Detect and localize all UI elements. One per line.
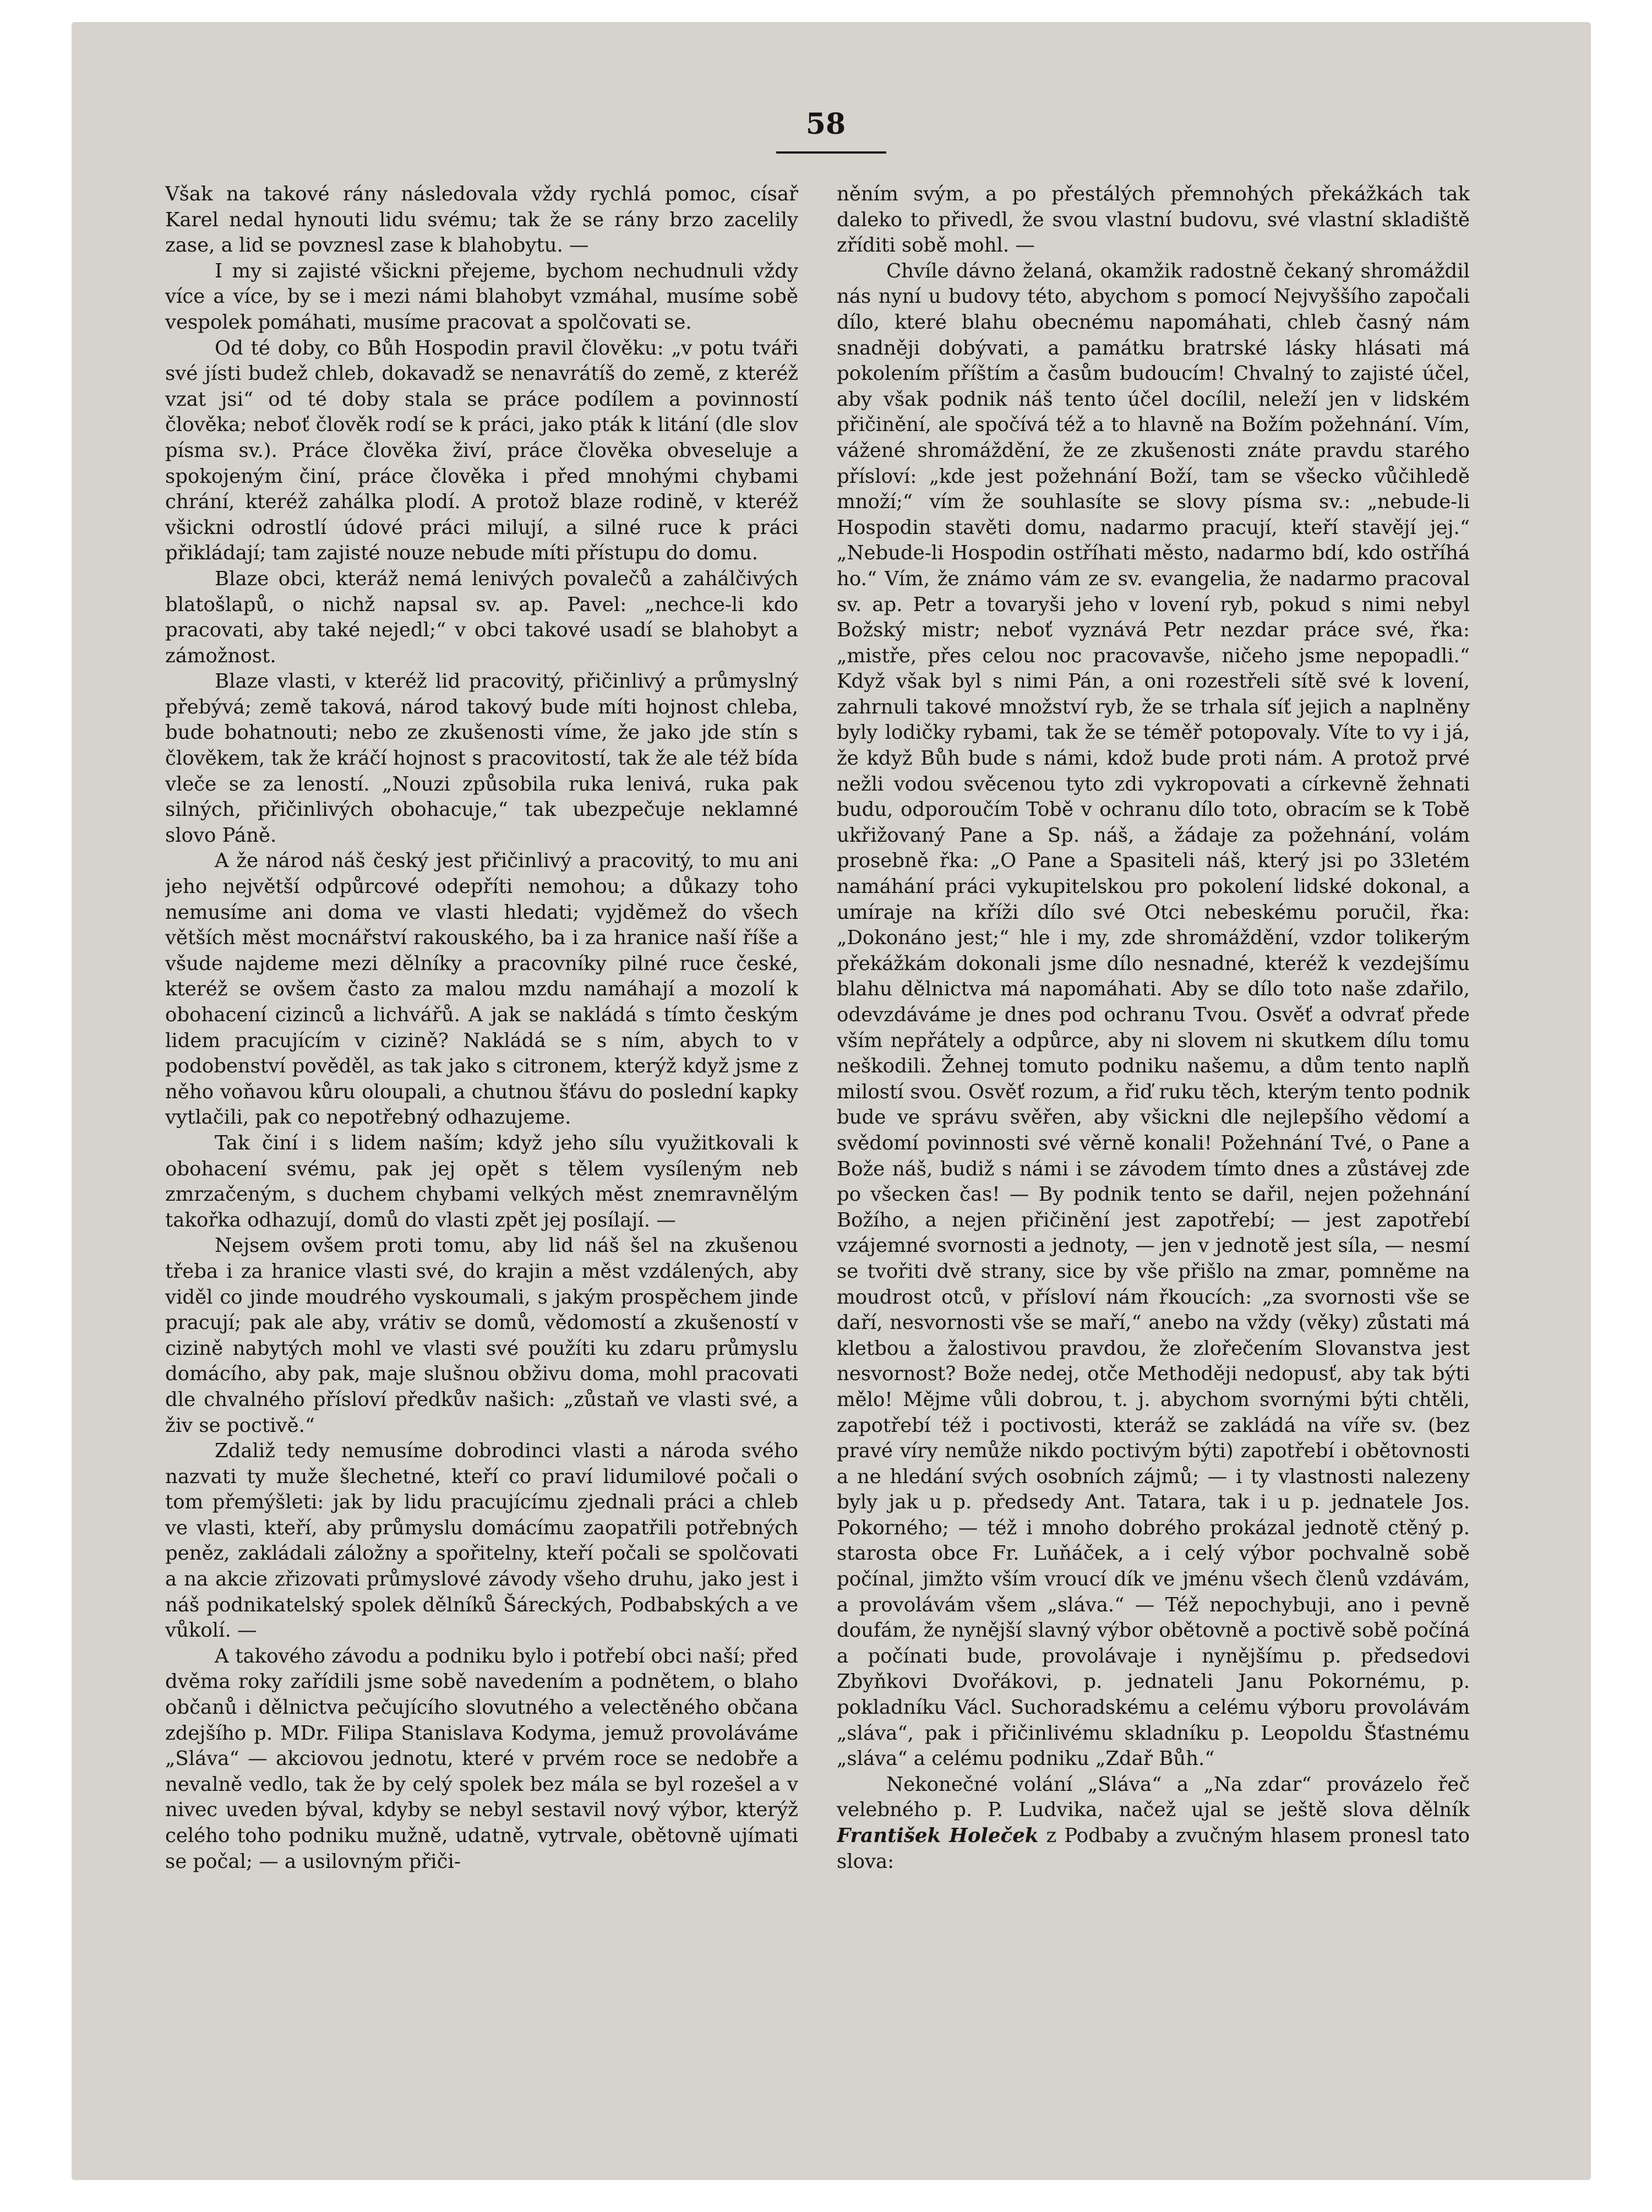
paragraph: Nejsem ovšem proti tomu, aby lid náš šel na zkušenou třeba i za hranice vlasti své, do krajin a měst vzdálených, aby viděl co jinde moudrého vyskoumali, s jakým prospěchem jinde pracují; pak ale aby, vrátiv se domů, vědomostí a zkušeností v cizině nabytých mohl ve vlasti své použíti ku zdaru průmyslu domácího, aby pak, maje slušnou obživu doma, mohl pracovati dle chvalného přísloví předkův našich: „zůstaň ve vlasti své, a živ se poctivě.“ <box>165 1234 798 1437</box>
right-column <box>837 182 1470 2109</box>
paragraph: Chvíle dávno želaná, okamžik radostně čekaný shromáždil nás nyní u budovy této, abychom s pomocí Nejvyššího započali dílo, které blahu obecnému napomáhati, chleb časný nám snadněji dobývati, a památku bratrské lásky hlásati má pokolením příštím a časům budoucím! Chvalný to zajisté účel, aby však podnik náš tento účel docílil, neleží jen v lidském přičinění, ale spočívá též a to hlavně na Božím požehnání. Vím, vážené shromáždění, že ze zkušenosti znáte pravdu starého přísloví: „kde jest požehnání Boží, tam se všecko vůčihledě množí;“ vím že souhlasíte se slovy písma sv.: „nebude-li Hospodin stavěti domu, nadarmo pracují, kteří stavějí jej.“ „Nebude-li Hospodin ostříhati město, nadarmo bdí, kdo ostříhá ho.“ Vím, že známo vám ze sv. evangelia, že nadarmo pracoval sv. ap. Petr a tovaryši jeho v lovení ryb, pokud s nimi nebyl Božský mistr; neboť vyznává Petr nezdar práce své, řka: „mistře, přes celou noc pracovavše, ničeho jsme nepopadli.“ Když však byl s nimi Pán, a oni rozestřeli sítě své k lovení, zahrnuli takové množství ryb, že se trhala síť jejich a naplněny byly lodičky rybami, tak že se téměř potopovaly. Víte to vy i já, že když Bůh bude s námi, kdož bude proti nám. A protož prvé nežli vodou svěcenou tyto zdi vykropovati a církevně žehnati budu, odporoučím Tobě v ochranu dílo toto, obracím se k Tobě ukřižovaný Pane a Sp. náš, a žádaje za požehnání, volám prosebně řka: „O Pane a Spasiteli náš, který jsi po 33letém namáhání práci vykupitelskou pro pokolení lidské dokonal, a umíraje na kříži dílo své Otci nebeskému poručil, řka: „Dokonáno jest;“ hle i my, zde shromáždění, vzdor tolikerým překážkám dokonali jsme dílo nesnadné, kteréž k vezdejšímu blahu dělnictva má napomáhati. Aby se dílo toto naše zdařilo, odevzdáváme je dnes pod ochranu Tvou. Osvěť a odvrať přede vším nepřátely a odpůrce, aby ni slovem ni skutkem dílu tomu neškodili. Žehnej tomuto podniku našemu, a dům tento naplň milostí svou. Osvěť rozum, a řiď ruku těch, kterým tento podnik bude ve správu svěřen, aby všickni dle nejlepšího vědomí a svědomí povinnosti své věrně konali! Požehnání Tvé, o Pane a Bože náš, budiž s námi i se závodem tímto dnes a zůstávej zde po všecken čas! — By podnik tento se dařil, nejen požehnání Božího, a nejen přičinění jest zapotřebí; — jest zapotřebí vzájemné svornosti a jednoty, — jen v jednotě jest síla, — nesmí se tvořiti dvě strany, sice by vše přišlo na zmar, pomněme na moudrost otců, v přísloví nám řkoucích: „za svornosti vše se daří, nesvornosti vše se maří,“ anebo na vždy (věky) zůstati má kletbou a žalostivou pravdou, že zlořečením Slovanstva jest nesvornost? Bože nedej, otče Methoději nedopusť, aby tak býti mělo! Mějme vůli dobrou, t. j. abychom svornými býti chtěli, zapotřebí též i poctivosti, kteráž se zakládá na víře sv. (bez pravé víry nemůže nikdo poctivým býti) zapotřebí i obětovnosti a ne hledání svých osobních zájmů; — i ty vlastnosti nalezeny byly jak u p. předsedy Ant. Tatara, tak i u p. jednatele Jos. Pokorného; — též i mnoho dobrého prokázal jednotě ctěný p. starosta obce Fr. Luňáček, a i celý výbor pochvalně sobě počínal, jimžto vším vroucí dík ve jménu všech členů vzdávám, a provolávám všem „sláva.“ — Též nepochybuji, ano i pevně doufám, že nynější slavný výbor obětovně a poctivě sobě počíná a počínati bude, provolávaje i nynějšímu p. předsedovi Zbyňkovi Dvořákovi, p. jednateli Janu Pokornému, p. pokladníku Václ. Suchoradskému a celému výboru provolávám „sláva“, pak i přičinlivému skladníku p. Leopoldu Šťastnému „sláva“ a celému podniku „Zdař Bůh.“ <box>837 259 1470 1770</box>
paragraph: A takového závodu a podniku bylo i potřebí obci naší; před dvěma roky zařídili jsme sobě navedením a podnětem, o blaho občanů i dělnictva pečujícího slovutného a velectěného občana zdejšího p. MDr. Filipa Stanislava Kodyma, jemuž provoláváme „Sláva“ — akciovou jednotu, které v prvém roce se nedobře a nevalně vedlo, tak že by celý spolek bez mála se byl rozešel a v nivec uveden býval, kdyby se nebyl sestavil nový výbor, kterýž celého toho podniku mužně, udatně, vytrvale, obětovně ujímati se počal; — a usilovným přiči- <box>165 1644 798 1873</box>
left-column <box>165 182 798 2109</box>
header-rule <box>776 151 886 154</box>
page-number: 58 <box>805 107 846 141</box>
paragraph: A že národ náš český jest přičinlivý a pracovitý, to mu ani jeho největší odpůrcové odepříti nemohou; a důkazy toho nemusíme ani doma ve vlasti hledati; vyjděmež do všech větších měst mocnářství rakouského, ba i za hranice naší říše a všude najdeme mezi dělníky a pracovníky pilné ruce české, kteréž se ovšem často za malou mzdu namáhají a mozolí k obohacení cizinců a lichvářů. A jak se nakládá s tímto českým lidem pracujícím v cizině? Nakládá se s ním, abych to v podobenství pověděl, as tak jako s citronem, kterýž když jsme z něho voňavou kůru oloupali, a chutnou šťávu do poslední kapky vytlačili, pak co nepotřebný odhazujeme. <box>165 849 798 1129</box>
paragraph: Zdaliž tedy nemusíme dobrodinci vlasti a národa svého nazvati ty muže šlechetné, kteří co praví lidumilové počali o tom přemýšleti: jak by lidu pracujícímu zjednali práci a chleb ve vlasti, kteří, aby průmyslu domácímu zaopatřili potřebných peněz, zakládali záložny a spořitelny, kteří počali se spolčovati a na akcie zřizovati průmyslové závody všeho druhu, jako jest i náš podnikatelský spolek dělníků Šáreckých, Podbabských a ve vůkolí. — <box>165 1440 798 1642</box>
closing-paragraph <box>837 1772 1470 1875</box>
paragraph: Od té doby, co Bůh Hospodin pravil člověku: „v potu tváři své jísti budež chleb, dokavadž se nenavrátíš do země, z kteréž vzat jsi“ od té doby stala se práce podílem a povinností člověka; neboť člověk rodí se k práci, jako pták k litání (dle slov písma sv.). Práce člověka živí, práce člověka obveseluje a spokojeným činí, práce člověka i před mnohými chybami chrání, kteréž zahálka plodí. A protož blaze rodině, v kteréž všickni odrostlí údové práci milují, a silné ruce k práci přikládají; tam zajisté nouze nebude míti přístupu do domu. <box>165 336 798 565</box>
paragraph: Blaze obci, kteráž nemá lenivých povalečů a zahálčivých blatošlapů, o nichž napsal sv. ap. Pavel: „nechce-li kdo pracovati, aby také nejedl;“ v obci takové usadí se blahobyt a zámožnost. <box>165 567 798 667</box>
closing-tail: z Podbaby a zvučným hlasem pronesl tato slova: <box>837 1824 1470 1873</box>
speaker-name: František Holeček <box>837 1824 1039 1847</box>
paragraph: Však na takové rány následovala vždy rychlá pomoc, císař Karel nedal hynouti lidu svému; tak že se rány brzo zacelily zase, a lid se povznesl zase k blahobytu. — <box>165 183 798 257</box>
paragraph: Blaze vlasti, v kteréž lid pracovitý, přičinlivý a průmyslný přebývá; země taková, národ takový bude míti hojnost chleba, bude bohatnouti; nebo ze zkušenosti víme, že jako jde stín s člověkem, tak že kráčí hojnost s pracovitostí, tak že ale též bída vleče se za leností. „Nouzi způsobila ruka lenivá, ruka pak silných, přičinlivých obohacuje,“ tak ubezpečuje neklamné slovo Páně. <box>165 670 798 847</box>
paragraph: Tak činí i s lidem naším; když jeho sílu využitkovali k obohacení svému, pak jej opět s tělem vysíleným neb zmrzačeným, s duchem chybami velkých měst znemravnělým takořka odhazují, domů do vlasti zpět jej posílají. — <box>165 1131 798 1232</box>
paragraph: něním svým, a po přestálých přemnohých překážkách tak daleko to přivedl, že svou vlastní budovu, své vlastní skladiště zříditi sobě mohl. — <box>837 183 1470 257</box>
paragraph: I my si zajisté všickni přejeme, bychom nechudnuli vždy více a více, by se i mezi námi blahobyt vzmáhal, musíme sobě vespolek pomáhati, musíme pracovat a spolčovati se. <box>165 259 798 334</box>
closing-text: Nekonečné volání „Sláva“ a „Na zdar“ provázelo řeč velebného p. P. Ludvika, načež ujal se ještě slova dělník <box>837 1773 1470 1822</box>
